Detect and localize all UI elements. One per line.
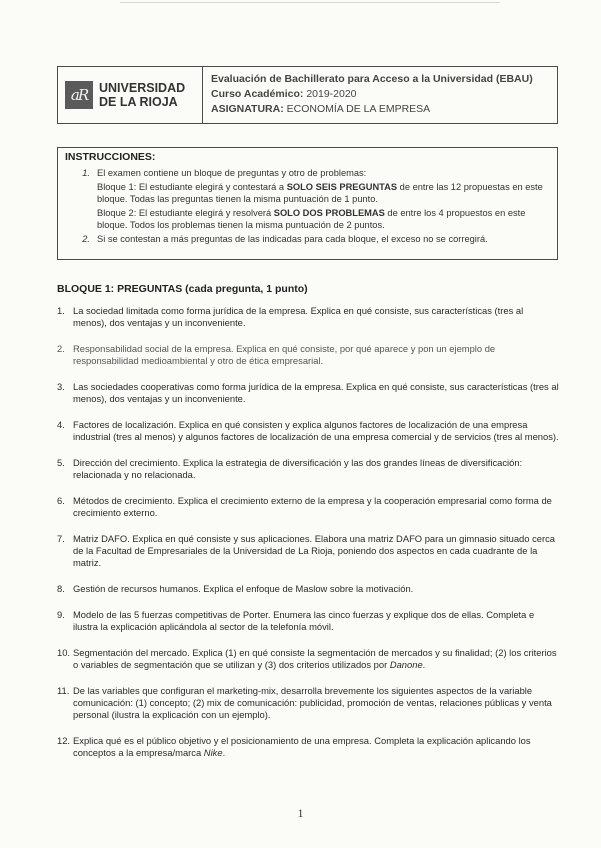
question-body: Matriz DAFO. Explica en qué consiste y sus aplicaciones. Elabora una matriz DAFO para un gimnasio situado cerca de la Facultad de Empresariales de la Universidad de La Rioja, poniendo dos aspectos en cada cuadrante de la matriz.: [73, 533, 555, 568]
question-text: [73, 609, 559, 633]
question-item: [57, 647, 559, 671]
question-body: Explica qué es el público objetivo y el posicionamiento de una empresa. Completa la explicación aplicando los conceptos a la empresa/marca: [73, 735, 531, 758]
question-body: Factores de localización. Explica en qué consisten y explica algunos factores de localización de una empresa industrial (tres al menos) y algunos factores de localización de una empresa comercial y de servicios (tres al menos).: [73, 419, 559, 442]
question-body: Responsabilidad social de la empresa. Explica en qué consiste, por qué aparece y pon un ejemplo de responsabilidad medioambiental y otro de ética empresarial.: [73, 343, 496, 366]
question-item: [57, 735, 559, 759]
question-body: La sociedad limitada como forma jurídica de la empresa. Explica en qué consiste, sus características (tres al menos), dos ventajas y un inconveniente.: [73, 305, 524, 328]
block-title: BLOQUE 1: PREGUNTAS (cada pregunta, 1 punto): [57, 283, 308, 295]
question-number: 8.: [57, 583, 65, 594]
question-body: Modelo de las 5 fuerzas competitivas de Porter. Enumera las cinco fuerzas y explique dos de ellas. Completa e ilustra la explicación aplicándola al sector de la telefonía móvil.: [73, 609, 535, 632]
block1-pre: Bloque 1: El estudiante elegirá y contestará a: [97, 182, 287, 192]
question-number: 1.: [57, 305, 65, 316]
block2-post: de entre los 4 propuestos en este bloque. Todos los problemas tienen la misma puntuación de 2 puntos.: [97, 208, 526, 230]
exam-header: [57, 66, 558, 124]
question-body: Segmentación del mercado. Explica (1) en qué consiste la segmentación de mercados y su finalidad; (2) los criterios o variables de segmentación que se utilizan y (3) dos criterios utilizados por: [73, 647, 557, 670]
question-number: 3.: [57, 381, 65, 392]
question-item: [57, 685, 559, 721]
instruction-number: 1.: [82, 167, 90, 178]
question-text: [73, 583, 559, 595]
university-emblem-icon: aR: [65, 81, 93, 109]
question-number: 10.: [57, 647, 71, 658]
question-item: [57, 305, 559, 329]
question-list: [57, 305, 559, 773]
block2-pre: Bloque 2: El estudiante elegirá y resolverá: [97, 208, 274, 218]
question-item: [57, 495, 559, 519]
question-body: Métodos de crecimiento. Explica el crecimiento externo de la empresa y la cooperación empresarial como forma de crecimiento externo.: [73, 495, 552, 518]
instruction-number: 2.: [82, 234, 90, 244]
instruction-text: Si se contestan a más preguntas de las indicadas para cada bloque, el exceso no se corregirá.: [97, 234, 488, 244]
question-number: 5.: [57, 457, 65, 468]
course-label: Curso Académico:: [211, 88, 304, 100]
instruction-item: [65, 168, 550, 235]
question-text: [73, 533, 559, 569]
question-item: [57, 343, 559, 367]
instruction-body: [97, 168, 550, 235]
instruction-body: [97, 234, 550, 249]
question-text: [73, 735, 559, 759]
question-text: [73, 495, 559, 519]
scan-top-edge: [120, 2, 500, 3]
block1-bold: SOLO SEIS PREGUNTAS: [286, 182, 398, 192]
page-number: 1: [297, 806, 304, 820]
university-logo: [58, 67, 203, 123]
instructions-heading: INSTRUCCIONES:: [65, 151, 156, 163]
course-value: 2019-2020: [306, 88, 357, 100]
question-number: 12.: [57, 735, 71, 746]
university-name: [99, 81, 185, 109]
subject-label: ASIGNATURA:: [211, 103, 284, 115]
question-item: [57, 533, 559, 569]
question-number: 11.: [57, 685, 70, 696]
question-end: .: [222, 747, 226, 758]
instruction-intro: El examen contiene un bloque de preguntas y otro de problemas:: [97, 167, 367, 178]
question-body: Gestión de recursos humanos. Explica el enfoque de Maslow sobre la motivación.: [73, 583, 414, 594]
instruction-block2: [97, 208, 550, 231]
question-text: [73, 685, 559, 721]
instruction-item: [65, 234, 550, 249]
course-line: [211, 87, 533, 102]
question-number: 7.: [57, 533, 65, 544]
instructions-box: [57, 147, 558, 260]
subject-value: ECONOMÍA DE LA EMPRESA: [286, 103, 431, 115]
question-brand: Nike: [203, 747, 223, 758]
block2-bold: SOLO DOS PROBLEMAS: [273, 208, 385, 218]
question-number: 9.: [57, 609, 65, 620]
question-number: 2.: [57, 343, 65, 354]
question-brand: Danone: [389, 659, 423, 670]
question-text: [73, 647, 559, 671]
question-text: [73, 343, 559, 367]
university-name-line2: DE LA RIOJA: [99, 95, 178, 109]
question-item: [57, 381, 559, 405]
question-item: [57, 419, 559, 443]
question-text: [73, 419, 559, 443]
question-number: 4.: [57, 419, 65, 430]
question-body: Las sociedades cooperativas como forma jurídica de la empresa. Explica en qué consiste, sus características (tres al menos), dos ventajas y un inconveniente.: [73, 381, 559, 404]
question-end: .: [422, 659, 426, 670]
exam-title-block: [203, 67, 541, 123]
subject-line: [211, 102, 533, 117]
question-text: [73, 305, 559, 329]
instruction-block1: [97, 182, 550, 205]
question-body: De las variables que configuran el marketing-mix, desarrolla brevemente los siguientes aspectos de la variable comunicación: (1) concepto; (2) mix de comunicación: publicidad, promoción de ventas, relaciones públicas y venta personal (ilustra la explicación con un ejemplo).: [73, 685, 552, 720]
university-name-line1: UNIVERSIDAD: [99, 81, 186, 95]
question-body: Dirección del crecimiento. Explica la estrategia de diversificación y las dos grandes líneas de diversificación: relacionada y no relacionada.: [73, 457, 523, 480]
question-item: [57, 609, 559, 633]
question-number: 6.: [57, 495, 65, 506]
question-text: [73, 381, 559, 405]
block1-post: de entre las 12 propuestas en este bloque. Todas las preguntas tienen la misma puntuación de 1 punto.: [97, 182, 543, 204]
exam-title: Evaluación de Bachillerato para Acceso a la Universidad (EBAU): [211, 73, 533, 85]
question-text: [73, 457, 559, 481]
question-item: [57, 583, 559, 595]
question-item: [57, 457, 559, 481]
